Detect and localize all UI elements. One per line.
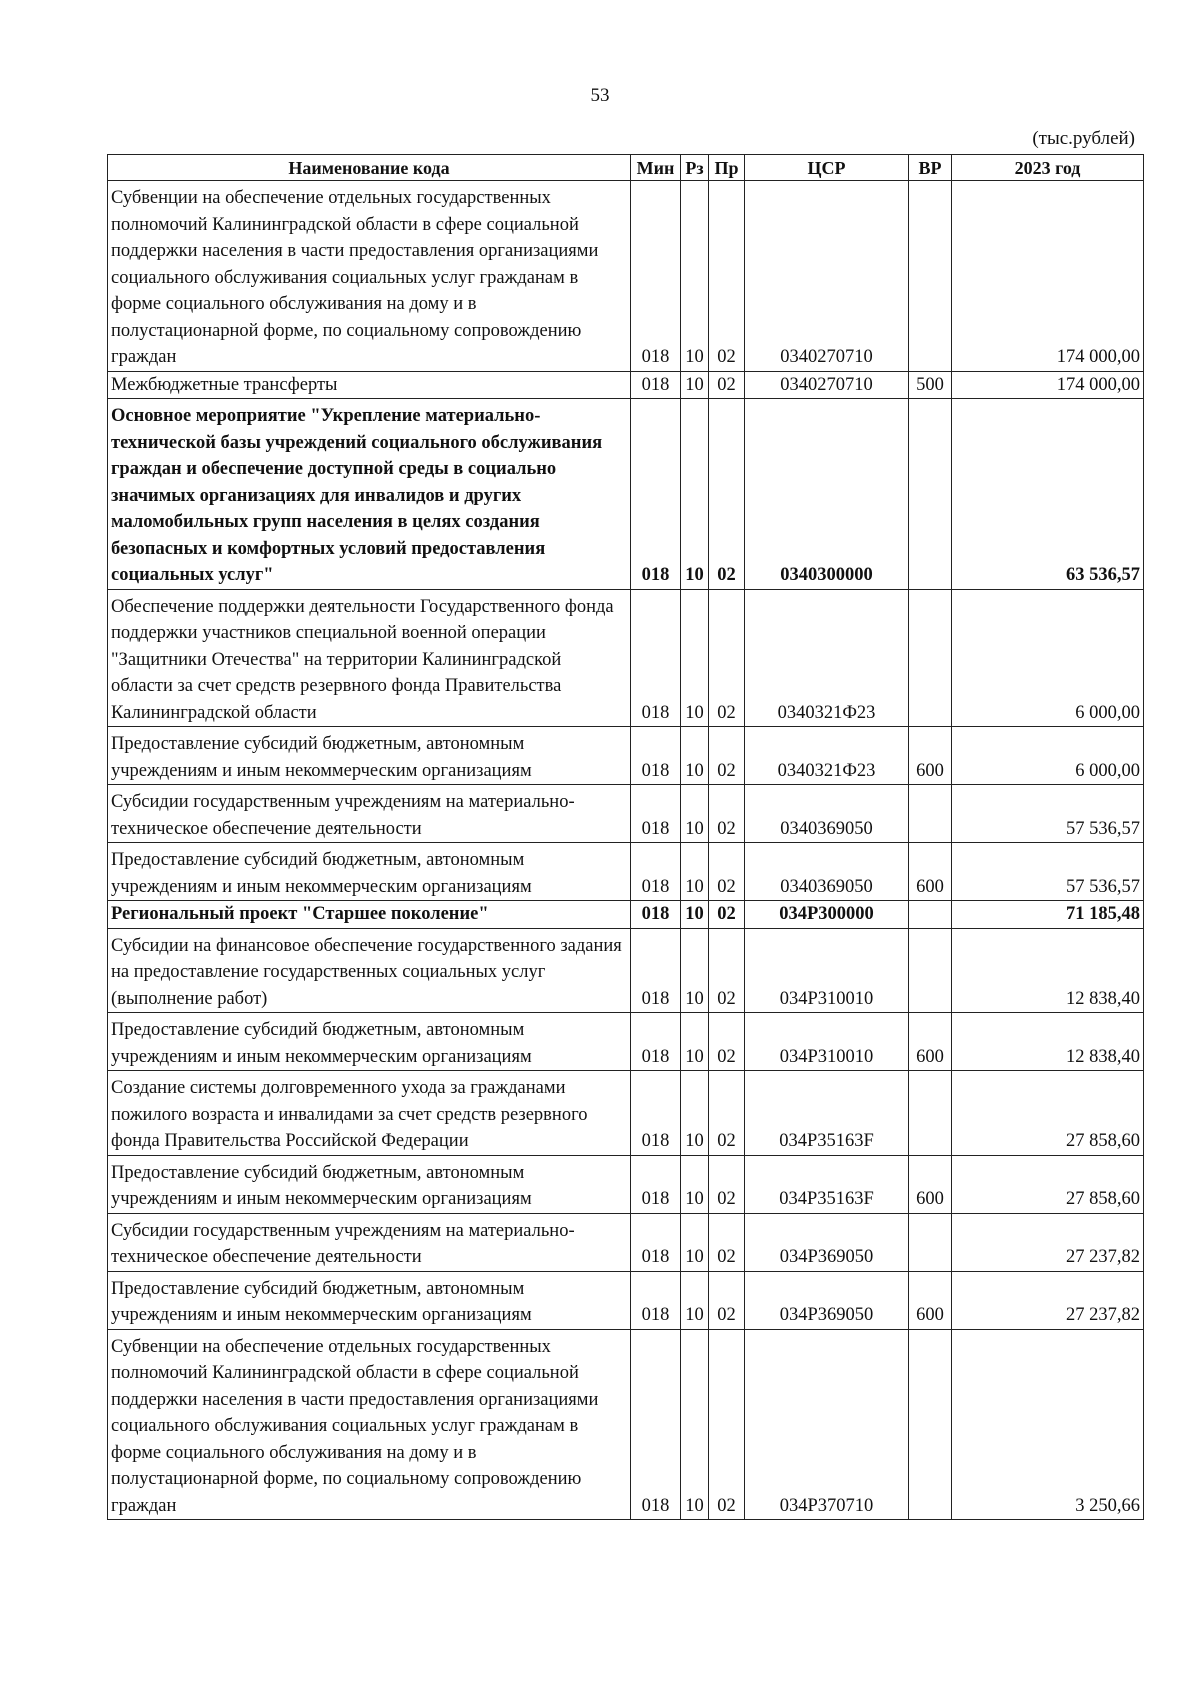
row-csr-cell: 0340369050 (745, 785, 909, 843)
row-vr-cell (909, 181, 952, 372)
table-row (108, 785, 1144, 843)
row-rz-cell: 10 (681, 843, 709, 901)
row-min-cell: 018 (631, 785, 681, 843)
row-name-cell: Создание системы долговременного ухода за гражданами пожилого возраста и инвалидами за счет средств резервного фонда Правительства Российской Федерации (108, 1071, 631, 1156)
row-amount-cell: 71 185,48 (952, 901, 1144, 929)
row-csr-cell: 034P370710 (745, 1329, 909, 1520)
row-csr-cell: 0340321Ф23 (745, 727, 909, 785)
row-name-cell: Субсидии государственным учреждениям на материально-техническое обеспечение деятельности (108, 1213, 631, 1271)
row-vr-cell: 500 (909, 371, 952, 399)
row-rz-cell: 10 (681, 928, 709, 1013)
row-vr-cell: 600 (909, 1271, 952, 1329)
row-csr-cell: 034P369050 (745, 1213, 909, 1271)
row-csr-cell: 034P35163F (745, 1071, 909, 1156)
row-name-cell: Субсидии на финансовое обеспечение государственного задания на предоставление государственных социальных услуг (выполнение работ) (108, 928, 631, 1013)
table-row (108, 843, 1144, 901)
row-pr-cell: 02 (709, 843, 745, 901)
table-body (108, 181, 1144, 1520)
column-header-rz: Рз (681, 155, 709, 181)
row-vr-cell: 600 (909, 843, 952, 901)
row-name-cell: Предоставление субсидий бюджетным, автономным учреждениям и иным некоммерческим организациям (108, 1013, 631, 1071)
row-min-cell: 018 (631, 399, 681, 590)
row-amount-cell: 27 858,60 (952, 1155, 1144, 1213)
row-rz-cell: 10 (681, 1329, 709, 1520)
column-header-pr: Пр (709, 155, 745, 181)
row-name-cell: Предоставление субсидий бюджетным, автономным учреждениям и иным некоммерческим организациям (108, 1271, 631, 1329)
row-name-cell: Субсидии государственным учреждениям на материально-техническое обеспечение деятельности (108, 785, 631, 843)
row-amount-cell: 57 536,57 (952, 843, 1144, 901)
table-row (108, 181, 1144, 372)
table-row (108, 1071, 1144, 1156)
row-csr-cell: 0340369050 (745, 843, 909, 901)
row-min-cell: 018 (631, 727, 681, 785)
row-rz-cell: 10 (681, 1071, 709, 1156)
row-amount-cell: 12 838,40 (952, 928, 1144, 1013)
table-row (108, 371, 1144, 399)
row-pr-cell: 02 (709, 785, 745, 843)
table-row (108, 1013, 1144, 1071)
row-vr-cell (909, 901, 952, 929)
row-vr-cell: 600 (909, 727, 952, 785)
table-row (108, 928, 1144, 1013)
row-vr-cell (909, 1329, 952, 1520)
row-pr-cell: 02 (709, 1071, 745, 1156)
table-row (108, 1329, 1144, 1520)
row-amount-cell: 27 237,82 (952, 1271, 1144, 1329)
row-min-cell: 018 (631, 1213, 681, 1271)
row-min-cell: 018 (631, 371, 681, 399)
row-min-cell: 018 (631, 1329, 681, 1520)
page-number: 53 (590, 85, 610, 106)
row-amount-cell: 27 237,82 (952, 1213, 1144, 1271)
budget-table (107, 154, 1144, 1520)
row-amount-cell: 12 838,40 (952, 1013, 1144, 1071)
column-header-name: Наименование кода (108, 155, 631, 181)
row-pr-cell: 02 (709, 1271, 745, 1329)
row-min-cell: 018 (631, 181, 681, 372)
row-csr-cell: 0340270710 (745, 181, 909, 372)
row-name-cell: Региональный проект "Старшее поколение" (108, 901, 631, 929)
row-vr-cell: 600 (909, 1013, 952, 1071)
table-row (108, 399, 1144, 590)
row-vr-cell (909, 1213, 952, 1271)
row-rz-cell: 10 (681, 399, 709, 590)
row-rz-cell: 10 (681, 589, 709, 727)
row-pr-cell: 02 (709, 727, 745, 785)
row-amount-cell: 3 250,66 (952, 1329, 1144, 1520)
row-pr-cell: 02 (709, 589, 745, 727)
row-min-cell: 018 (631, 589, 681, 727)
row-amount-cell: 174 000,00 (952, 181, 1144, 372)
table-header-row (108, 155, 1144, 181)
row-rz-cell: 10 (681, 785, 709, 843)
table-row (108, 1155, 1144, 1213)
row-min-cell: 018 (631, 901, 681, 929)
row-name-cell: Межбюджетные трансферты (108, 371, 631, 399)
row-vr-cell (909, 399, 952, 590)
row-pr-cell: 02 (709, 901, 745, 929)
row-pr-cell: 02 (709, 928, 745, 1013)
column-header-csr: ЦСР (745, 155, 909, 181)
table-row (108, 901, 1144, 929)
row-name-cell: Основное мероприятие "Укрепление материально-технической базы учреждений социального обслуживания граждан и обеспечение доступной среды в социально значимых организациях для инвалидов и других маломобильных групп населения в целях создания безопасных и комфортных условий предоставления социальных услуг" (108, 399, 631, 590)
row-min-cell: 018 (631, 843, 681, 901)
row-rz-cell: 10 (681, 181, 709, 372)
row-vr-cell (909, 589, 952, 727)
row-csr-cell: 034P310010 (745, 1013, 909, 1071)
row-name-cell: Обеспечение поддержки деятельности Государственного фонда поддержки участников специальной военной операции "Защитники Отечества" на территории Калининградской области за счет средств резервного фонда Правительства Калининградской области (108, 589, 631, 727)
row-min-cell: 018 (631, 1071, 681, 1156)
row-rz-cell: 10 (681, 371, 709, 399)
row-pr-cell: 02 (709, 371, 745, 399)
row-csr-cell: 0340270710 (745, 371, 909, 399)
row-rz-cell: 10 (681, 1155, 709, 1213)
row-amount-cell: 63 536,57 (952, 399, 1144, 590)
row-amount-cell: 6 000,00 (952, 727, 1144, 785)
table-row (108, 727, 1144, 785)
row-amount-cell: 6 000,00 (952, 589, 1144, 727)
row-csr-cell: 034P35163F (745, 1155, 909, 1213)
row-name-cell: Субвенции на обеспечение отдельных государственных полномочий Калининградской области в сфере социальной поддержки населения в части предоставления организациями социального обслуживания социальных услуг гражданам в форме социального обслуживания на дому и в полустационарной форме, по социальному сопровождению граждан (108, 181, 631, 372)
row-csr-cell: 034P310010 (745, 928, 909, 1013)
row-rz-cell: 10 (681, 901, 709, 929)
row-amount-cell: 27 858,60 (952, 1071, 1144, 1156)
row-rz-cell: 10 (681, 1213, 709, 1271)
row-vr-cell (909, 785, 952, 843)
units-label: (тыс.рублей) (1032, 128, 1135, 149)
row-amount-cell: 174 000,00 (952, 371, 1144, 399)
row-name-cell: Предоставление субсидий бюджетным, автономным учреждениям и иным некоммерческим организациям (108, 843, 631, 901)
row-pr-cell: 02 (709, 1013, 745, 1071)
row-csr-cell: 0340321Ф23 (745, 589, 909, 727)
row-pr-cell: 02 (709, 1329, 745, 1520)
row-rz-cell: 10 (681, 1013, 709, 1071)
column-header-amount: 2023 год (952, 155, 1144, 181)
row-name-cell: Предоставление субсидий бюджетным, автономным учреждениям и иным некоммерческим организациям (108, 727, 631, 785)
row-min-cell: 018 (631, 1013, 681, 1071)
table-row (108, 1213, 1144, 1271)
column-header-min: Мин (631, 155, 681, 181)
row-vr-cell: 600 (909, 1155, 952, 1213)
row-vr-cell (909, 1071, 952, 1156)
row-name-cell: Субвенции на обеспечение отдельных государственных полномочий Калининградской области в сфере социальной поддержки населения в части предоставления организациями социального обслуживания социальных услуг гражданам в форме социального обслуживания на дому и в полустационарной форме, по социальному сопровождению граждан (108, 1329, 631, 1520)
row-csr-cell: 034P300000 (745, 901, 909, 929)
row-pr-cell: 02 (709, 181, 745, 372)
row-min-cell: 018 (631, 928, 681, 1013)
row-rz-cell: 10 (681, 727, 709, 785)
row-min-cell: 018 (631, 1155, 681, 1213)
column-header-vr: ВР (909, 155, 952, 181)
row-min-cell: 018 (631, 1271, 681, 1329)
row-pr-cell: 02 (709, 1213, 745, 1271)
table-row (108, 589, 1144, 727)
row-csr-cell: 034P369050 (745, 1271, 909, 1329)
row-rz-cell: 10 (681, 1271, 709, 1329)
table-row (108, 1271, 1144, 1329)
row-name-cell: Предоставление субсидий бюджетным, автономным учреждениям и иным некоммерческим организациям (108, 1155, 631, 1213)
row-amount-cell: 57 536,57 (952, 785, 1144, 843)
row-pr-cell: 02 (709, 1155, 745, 1213)
row-pr-cell: 02 (709, 399, 745, 590)
row-vr-cell (909, 928, 952, 1013)
row-csr-cell: 0340300000 (745, 399, 909, 590)
